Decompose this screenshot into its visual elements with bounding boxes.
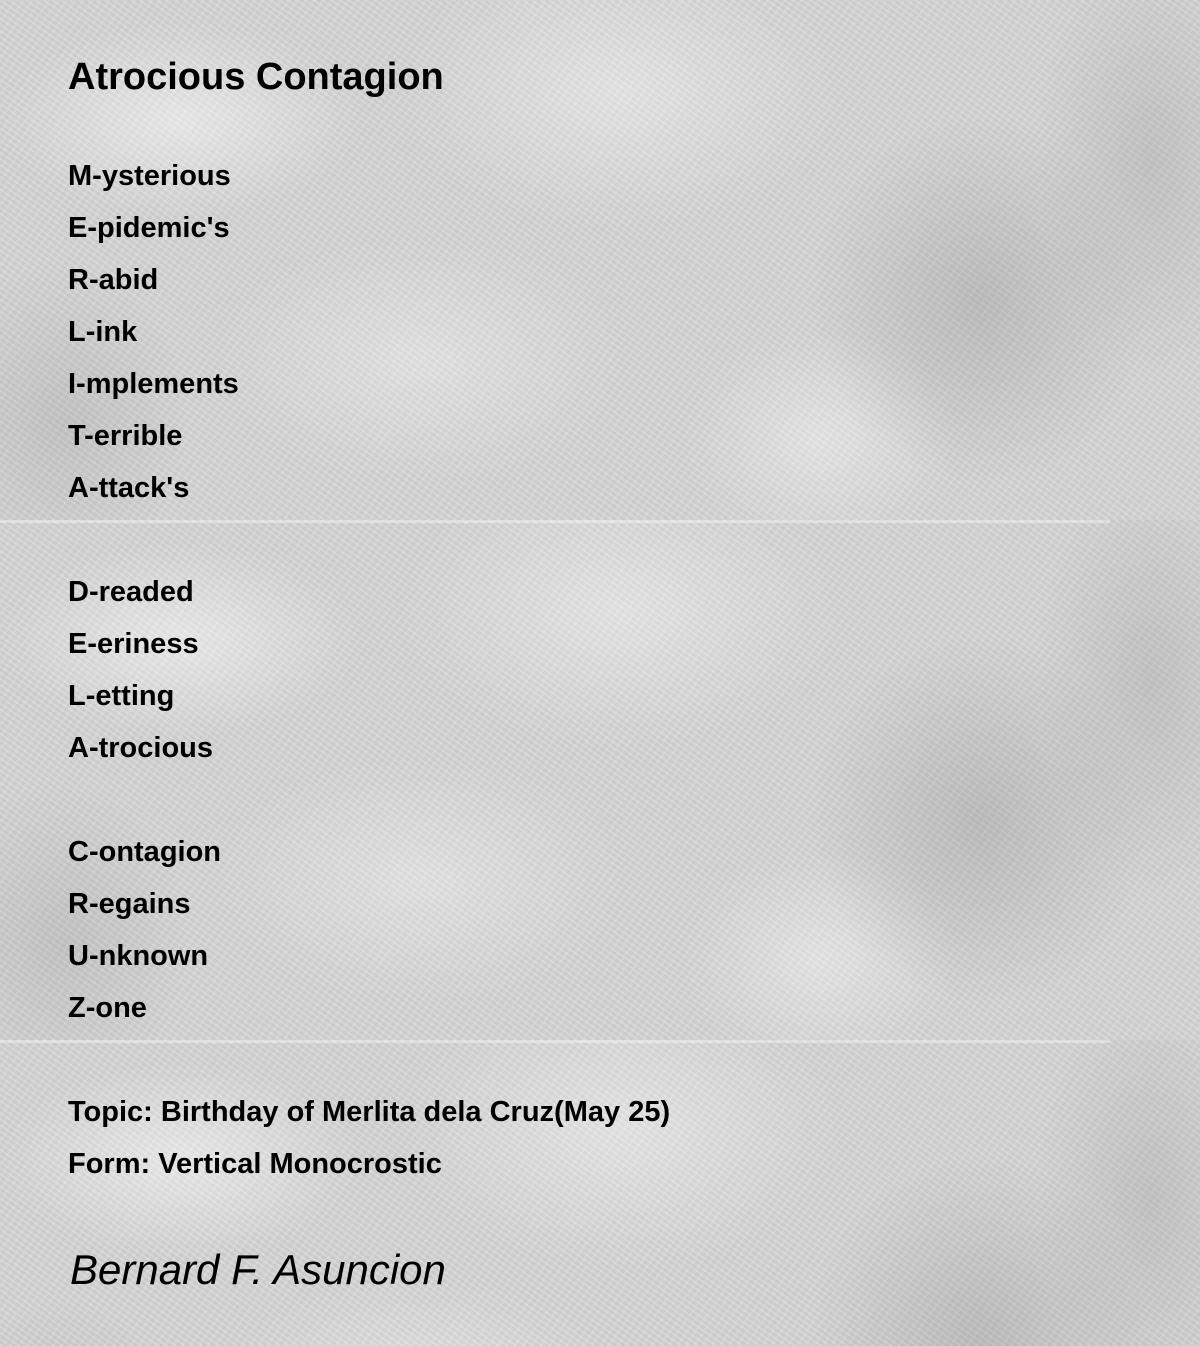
poem-line: A-trocious [68, 732, 213, 764]
poem-line: R-egains [68, 888, 191, 920]
stanza-break [68, 514, 239, 566]
poem-topic: Topic: Birthday of Merlita dela Cruz(May 25) [68, 1096, 671, 1128]
poem-line: A-ttack's [68, 472, 190, 504]
poem-form: Form: Vertical Monocrostic [68, 1148, 442, 1180]
stanza-1 [68, 150, 239, 514]
poem-line: L-etting [68, 680, 175, 712]
poem-line: U-nknown [68, 940, 209, 972]
poem-line: E-eriness [68, 628, 199, 660]
poem-line: R-abid [68, 264, 159, 296]
stanza-break [68, 774, 239, 826]
poem-title: Atrocious Contagion [68, 56, 444, 98]
poem-line: C-ontagion [68, 836, 222, 868]
stanza-3 [68, 826, 239, 1034]
poem-notes [68, 1086, 670, 1190]
poem-line: T-errible [68, 420, 183, 452]
poem-body [68, 150, 239, 1034]
poem-line: Z-one [68, 992, 147, 1024]
poem-line: I-mplements [68, 368, 239, 400]
poem-line: D-readed [68, 576, 194, 608]
poem-line: L-ink [68, 316, 138, 348]
poem-author: Bernard F. Asuncion [70, 1246, 446, 1293]
poem-line: M-ysterious [68, 160, 231, 192]
poem-line: E-pidemic's [68, 212, 230, 244]
stanza-2 [68, 566, 239, 774]
